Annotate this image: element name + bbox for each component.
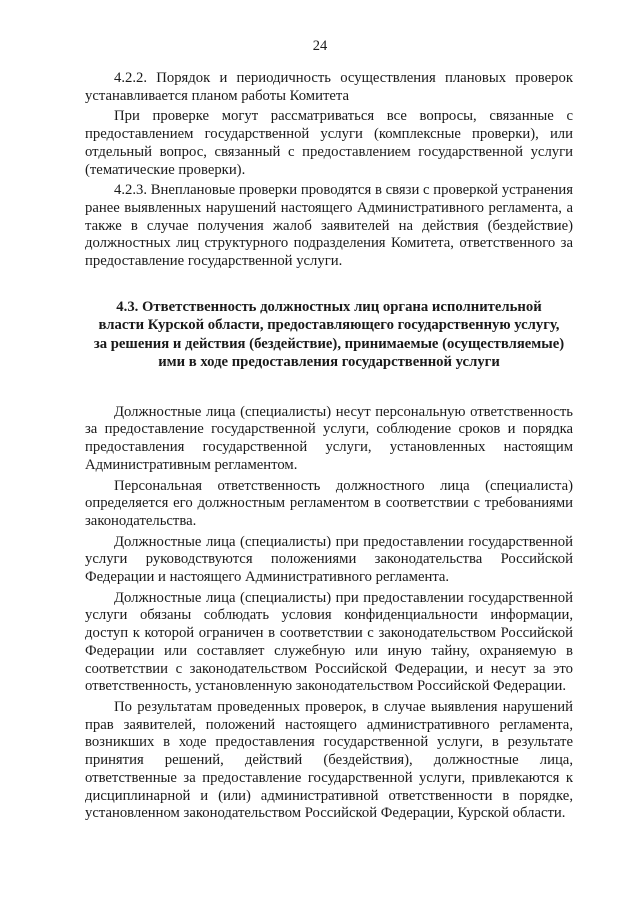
page-number: 24 xyxy=(312,38,328,54)
paragraph-4-2-2: 4.2.2. Порядок и периодичность осуществления плановых проверок устанавливается планом работы Комитета xyxy=(85,70,573,104)
paragraph-job-regulation: Персональная ответственность должностного лица (специалиста) определяется его должностным регламентом в соответствии с требованиями законодательства. xyxy=(85,477,573,529)
paragraph-legislation-guidance: Должностные лица (специалисты) при предоставлении государственной услуги руководствуются положениями законодательства Российской Федерации и настоящего Административного регламента. xyxy=(85,533,573,586)
document-body xyxy=(85,70,573,826)
paragraph-4-2-3: 4.2.3. Внеплановые проверки проводятся в связи с проверкой устранения ранее выявленных нарушений настоящего Административного регламента, а также в случае получения жалоб заявителей на действия (бездействие) должностных лиц структурного подразделения Комитета, ответственного за предоставление государственной услуги. xyxy=(85,182,573,270)
paragraph-confidentiality: Должностные лица (специалисты) при предоставлении государственной услуги обязаны соблюдать условия конфиденциальности информации, доступ к которой ограничен в соответствии с законодательством Российской Федерации или составляет служебную или иную тайну, охраняемую в соответствии с законодательством Российской Федерации, и несут за это ответственность, установленную законодательством Российской Федерации. xyxy=(85,589,573,695)
section-heading-4-3: 4.3. Ответственность должностных лиц органа исполнительной власти Курской области, предоставляющего государственную услугу, за решения и действия (бездействие), принимаемые (осуществляемые) ими в ходе предоставления государственной услуги xyxy=(93,298,565,371)
paragraph-disciplinary-liability: По результатам проведенных проверок, в случае выявления нарушений прав заявителей, положений настоящего административного регламента, возникших в ходе предоставления государственной услуги, в результате принятия решений, действий (бездействия), должностные лица, ответственные за предоставление государственной услуги, привлекаются к дисциплинарной и (или) административной ответственности в порядке, установленном законодательством Российской Федерации, Курской области. xyxy=(85,698,573,822)
paragraph-personal-responsibility: Должностные лица (специалисты) несут персональную ответственность за предоставление государственной услуги, соблюдение сроков и порядка предоставления государственной услуги, установленных настоящим Административным регламентом. xyxy=(85,403,573,473)
paragraph-check-scope: При проверке могут рассматриваться все вопросы, связанные с предоставлением государственной услуги (комплексные проверки), или отдельный вопрос, связанный с предоставлением государственной услуги (тематические проверки). xyxy=(85,108,573,178)
